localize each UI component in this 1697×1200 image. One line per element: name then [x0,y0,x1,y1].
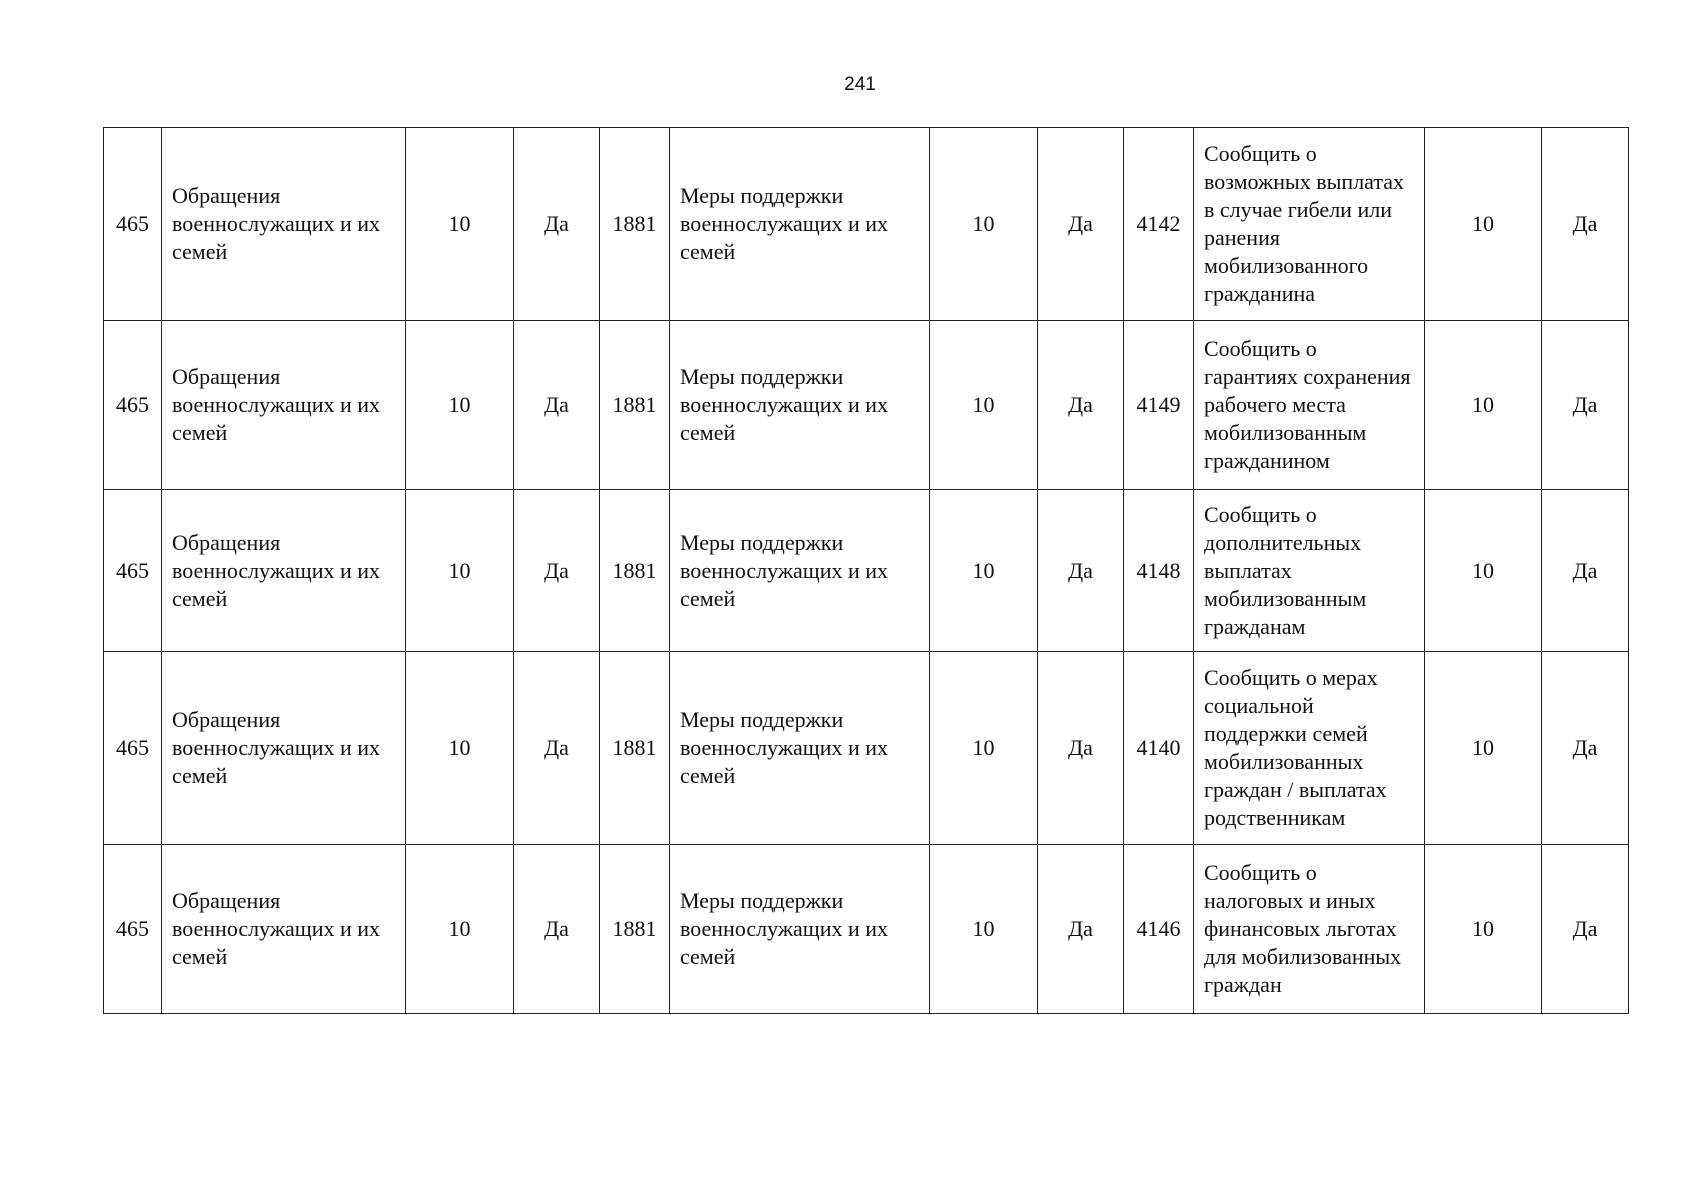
cell-code-1: 465 [104,845,162,1014]
cell-flag-2: Да [1038,652,1124,845]
cell-flag-2: Да [1038,321,1124,490]
cell-topic: Меры поддержки военнослужащих и их семей [670,490,930,652]
cell-value-2: 10 [930,490,1038,652]
cell-value-1: 10 [406,652,514,845]
cell-code-3: 4142 [1124,128,1194,321]
cell-action: Сообщить о возможных выплатах в случае гибели или ранения мобилизованного гражданина [1194,128,1425,321]
cell-flag-1: Да [514,321,600,490]
cell-group: Обращения военнослужащих и их семей [162,845,406,1014]
cell-flag-1: Да [514,128,600,321]
cell-flag-3: Да [1542,845,1629,1014]
table-row [104,845,1629,1014]
cell-topic: Меры поддержки военнослужащих и их семей [670,128,930,321]
table-row [104,652,1629,845]
cell-flag-1: Да [514,845,600,1014]
cell-code-2: 1881 [600,128,670,321]
table-row [104,321,1629,490]
cell-value-3: 10 [1425,845,1542,1014]
cell-value-2: 10 [930,845,1038,1014]
cell-value-2: 10 [930,321,1038,490]
table-row [104,490,1629,652]
cell-topic: Меры поддержки военнослужащих и их семей [670,652,930,845]
cell-code-2: 1881 [600,490,670,652]
cell-group: Обращения военнослужащих и их семей [162,652,406,845]
cell-value-1: 10 [406,321,514,490]
cell-group: Обращения военнослужащих и их семей [162,321,406,490]
cell-code-1: 465 [104,652,162,845]
cell-value-2: 10 [930,652,1038,845]
cell-code-1: 465 [104,128,162,321]
cell-action: Сообщить о дополнительных выплатах мобилизованным гражданам [1194,490,1425,652]
cell-topic: Меры поддержки военнослужащих и их семей [670,321,930,490]
cell-code-3: 4148 [1124,490,1194,652]
cell-flag-3: Да [1542,321,1629,490]
cell-flag-2: Да [1038,128,1124,321]
cell-code-3: 4149 [1124,321,1194,490]
cell-code-1: 465 [104,490,162,652]
cell-flag-3: Да [1542,128,1629,321]
cell-group: Обращения военнослужащих и их семей [162,128,406,321]
cell-value-1: 10 [406,845,514,1014]
cell-value-3: 10 [1425,652,1542,845]
cell-value-1: 10 [406,128,514,321]
cell-code-1: 465 [104,321,162,490]
cell-code-3: 4140 [1124,652,1194,845]
cell-topic: Меры поддержки военнослужащих и их семей [670,845,930,1014]
cell-flag-1: Да [514,490,600,652]
page-number: 241 [844,74,876,95]
cell-value-3: 10 [1425,490,1542,652]
cell-action: Сообщить о налоговых и иных финансовых льготах для мобилизованных граждан [1194,845,1425,1014]
cell-code-2: 1881 [600,845,670,1014]
cell-action: Сообщить о мерах социальной поддержки семей мобилизованных граждан / выплатах родственникам [1194,652,1425,845]
table-row [104,128,1629,321]
cell-value-1: 10 [406,490,514,652]
cell-value-3: 10 [1425,321,1542,490]
cell-flag-3: Да [1542,490,1629,652]
cell-code-2: 1881 [600,652,670,845]
cell-group: Обращения военнослужащих и их семей [162,490,406,652]
cell-flag-2: Да [1038,490,1124,652]
cell-flag-1: Да [514,652,600,845]
cell-flag-2: Да [1038,845,1124,1014]
cell-value-2: 10 [930,128,1038,321]
data-table [103,127,1629,1014]
cell-value-3: 10 [1425,128,1542,321]
cell-flag-3: Да [1542,652,1629,845]
cell-action: Сообщить о гарантиях сохранения рабочего места мобилизованным гражданином [1194,321,1425,490]
cell-code-3: 4146 [1124,845,1194,1014]
cell-code-2: 1881 [600,321,670,490]
